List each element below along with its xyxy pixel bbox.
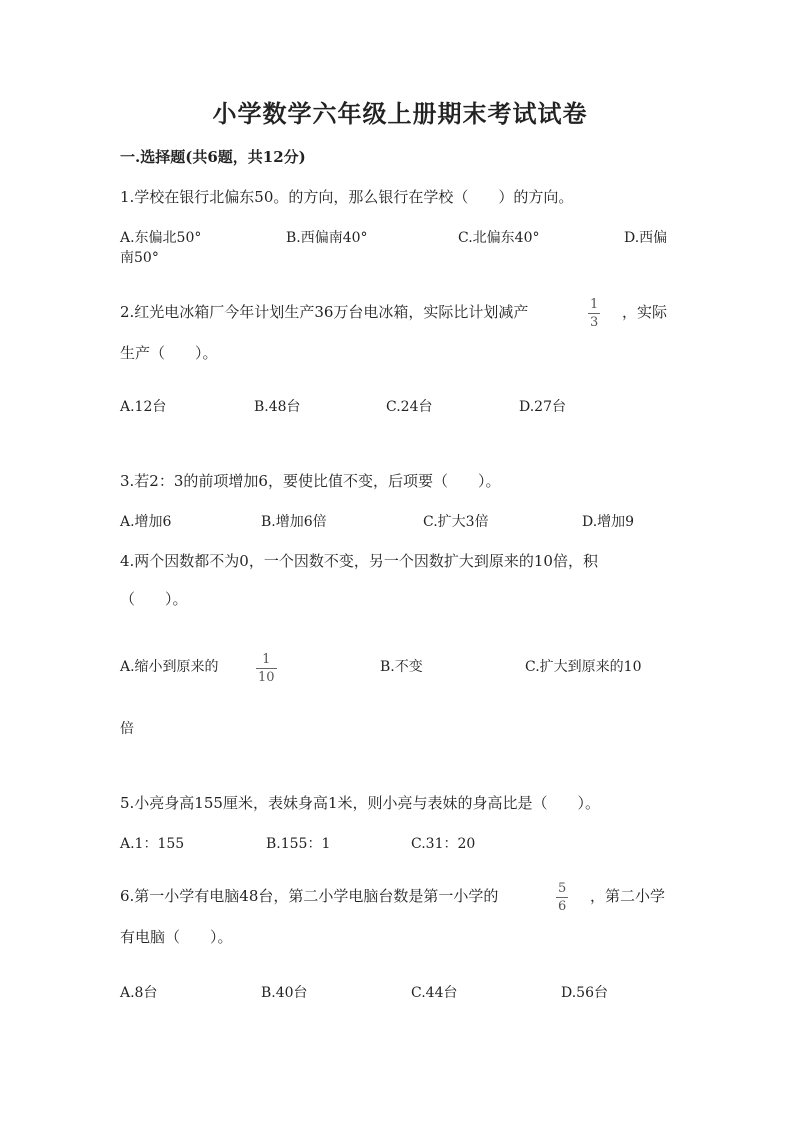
question-4-fraction	[256, 653, 277, 684]
question-1-option-d: D.西偏	[624, 230, 668, 246]
question-2-option-a: A.12台	[120, 399, 167, 415]
question-3-option-d: D.增加9	[582, 514, 635, 530]
question-1-option-b: B.西偏南40°	[286, 230, 368, 246]
question-6-stem-part-3: 有电脑（ ）。	[120, 928, 233, 946]
question-4-option-a: A.缩小到原来的	[120, 659, 219, 675]
question-2-option-b: B.48台	[254, 399, 301, 415]
fraction-denominator: 10	[258, 670, 275, 685]
question-1-option-c: C.北偏东40°	[458, 230, 540, 246]
fraction-numerator: 1	[262, 652, 271, 667]
question-4-stem-part-2: （ ）。	[120, 590, 188, 608]
question-5-stem: 5.小亮身高155厘米，表妹身高1米，则小亮与表妹的身高比是（ ）。	[120, 794, 600, 812]
question-3-option-c: C.扩大3倍	[423, 514, 489, 530]
question-6-option-c: C.44台	[411, 985, 458, 1001]
question-4-option-c-wrap: 倍	[120, 721, 134, 737]
question-3-stem: 3.若2：3的前项增加6，要使比值不变，后项要（ ）。	[120, 472, 501, 490]
question-5-option-b: B.155：1	[266, 836, 331, 852]
fraction-denominator: 3	[590, 315, 599, 330]
question-5-option-a: A.1：155	[120, 836, 185, 852]
question-1-option-a: A.东偏北50°	[120, 230, 202, 246]
question-6-option-a: A.8台	[120, 985, 158, 1001]
question-6-option-b: B.40台	[261, 985, 308, 1001]
question-2-fraction	[588, 298, 600, 329]
fraction-denominator: 6	[558, 899, 567, 914]
question-3-option-a: A.增加6	[120, 514, 172, 530]
question-4-option-c: C.扩大到原来的10	[525, 659, 642, 675]
question-6-option-d: D.56台	[561, 985, 608, 1001]
question-1-option-d-wrap: 南50°	[120, 250, 159, 266]
fraction-bar	[556, 897, 568, 898]
fraction-bar	[588, 313, 600, 314]
question-2-stem-part-1: 2.红光电冰箱厂今年计划生产36万台电冰箱，实际比计划减产	[120, 303, 529, 321]
question-3-option-b: B.增加6倍	[261, 514, 327, 530]
question-2-stem-part-3: 生产（ ）。	[120, 344, 218, 362]
question-5-option-c: C.31：20	[411, 836, 476, 852]
question-2-stem-part-2: ，实际	[622, 303, 668, 321]
question-6-fraction	[556, 882, 568, 913]
fraction-numerator: 5	[558, 881, 567, 896]
question-1-stem: 1.学校在银行北偏东50。的方向，那么银行在学校（ ）的方向。	[120, 188, 574, 206]
question-2-option-c: C.24台	[386, 399, 433, 415]
section-heading: 一.选择题(共6题，共12分)	[120, 148, 306, 166]
exam-title: 小学数学六年级上册期末考试试卷	[212, 99, 588, 128]
question-4-option-b: B.不变	[380, 659, 423, 675]
question-6-stem-part-1: 6.第一小学有电脑48台，第二小学电脑台数是第一小学的	[120, 887, 499, 905]
question-2-option-d: D.27台	[519, 399, 566, 415]
question-4-stem-part-1: 4.两个因数都不为0，一个因数不变，另一个因数扩大到原来的10倍，积	[120, 552, 598, 570]
fraction-numerator: 1	[590, 297, 599, 312]
fraction-bar	[256, 668, 277, 669]
question-6-stem-part-2: ，第二小学	[590, 887, 666, 905]
